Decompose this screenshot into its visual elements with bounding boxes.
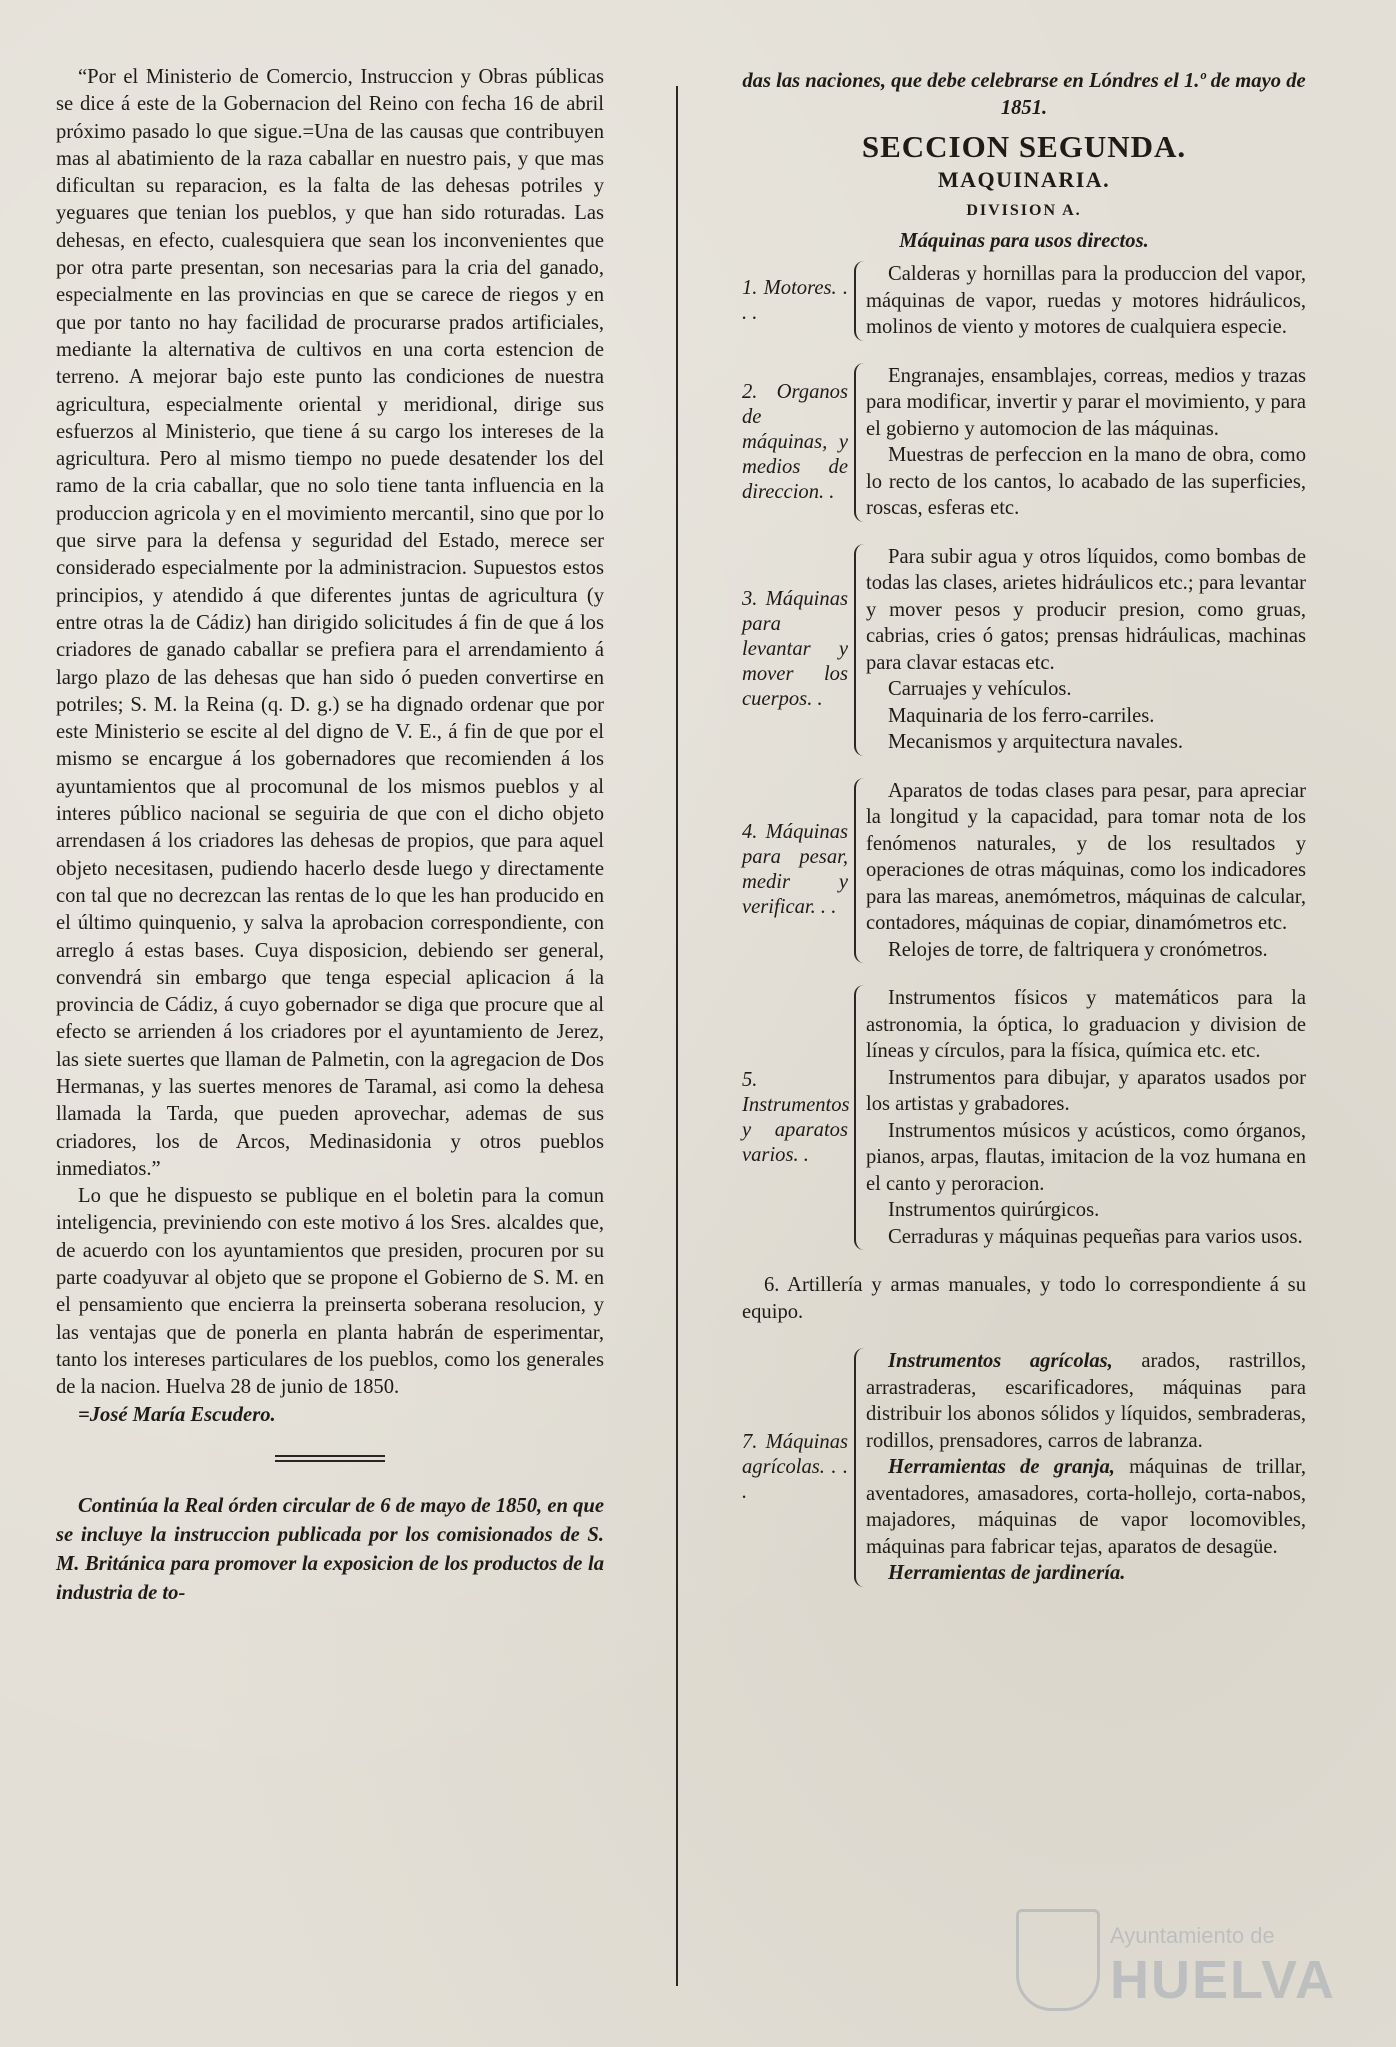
- continuation-heading: Continúa la Real órden circular de 6 de mayo de 1850, en que se incluye la instruccion publicada por los comisionados de S. M. Británica para promover la exposicion de los productos de la industria de to-: [56, 1494, 604, 1604]
- entry-item-text: máquinas de trillar, aventadores, amasadores, corta-hollejo, corta-nabos, majadores, máquinas de vapor locomovibles, máquinas para fabricar tejas, aparatos de desagüe.: [866, 1456, 1306, 1558]
- archive-watermark: [1016, 1901, 1336, 2011]
- watermark-text: [1110, 1923, 1336, 2011]
- entry-label: 3. Máquinas para levantar y mover los cuerpos. .: [742, 588, 848, 710]
- entry-levantar: [742, 544, 1306, 756]
- entry-item: Instrumentos físicos y matemáticos para la astronomia, la óptica, lo graduacion y division de líneas y círculos, para la física, química etc. etc.: [866, 987, 1306, 1062]
- entry-item-text: arados, rastrillos, arrastraderas, escarificadores, máquinas para distribuir los abonos sólidos y líquidos, sembraderas, rodillos, prensadores, carros de labranza.: [866, 1350, 1306, 1452]
- division-title: DIVISION A.: [966, 202, 1082, 219]
- entry-artilleria: 6. Artillería y armas manuales, y todo lo correspondiente á su equipo.: [742, 1274, 1306, 1323]
- column-divider: [676, 86, 678, 1986]
- entry-items: [854, 544, 1306, 756]
- right-column: [742, 68, 1306, 1609]
- entry-item: Engranajes, ensamblajes, correas, medios y trazas para modificar, invertir y parar el movimiento, y para el gobierno y automocion de las máquinas.: [866, 364, 1306, 440]
- entry-item-emphasis: Herramientas de granja,: [888, 1456, 1115, 1478]
- entry-item: [866, 1454, 1306, 1560]
- entry-item: Instrumentos quirúrgicos.: [888, 1199, 1100, 1221]
- entry-label: 5. Instrumentos y aparatos varios. .: [742, 1068, 850, 1166]
- entry-motores: [742, 261, 1306, 341]
- entry-label: 4. Máquinas para pesar, medir y verificar. . .: [742, 821, 848, 919]
- entry-item: Para subir agua y otros líquidos, como bombas de todas las clases, arietes hidráulicos etc.; para levantar y mover pesos y producir presion, como gruas, cabrias, cries ó gatos; prensas hidráulicas, machinas para clavar estacas etc.: [866, 545, 1306, 674]
- entry-item: Carruajes y vehículos.: [888, 678, 1072, 700]
- shield-icon: [1016, 1909, 1100, 2011]
- section-subtitle: MAQUINARIA.: [937, 167, 1111, 192]
- signature: =José María Escudero.: [78, 1403, 276, 1426]
- entry-items: [854, 363, 1306, 522]
- division-subtitle: Máquinas para usos directos.: [899, 230, 1149, 252]
- entry-item: Aparatos de todas clases para pesar, para apreciar la longitud y la capacidad, para tomar nota de los fenómenos naturales, y de los resultados y operaciones de otras máquinas, como los indicadores para las mareas, anemómetros, máquinas de calcular, contadores, máquinas de copiar, dinamómetros etc.: [866, 779, 1306, 934]
- watermark-line2: HUELVA: [1110, 1950, 1336, 2010]
- entry-items: [854, 261, 1306, 341]
- entry-item: Mecanismos y arquitectura navales.: [888, 731, 1184, 753]
- entry-agricolas: [742, 1348, 1306, 1587]
- section-divider-rule: [275, 1455, 385, 1462]
- left-column: [56, 64, 604, 1608]
- intro-continuation: das las naciones, que debe celebrarse en Lóndres el 1.º de mayo de 1851.: [742, 70, 1306, 119]
- entry-item: Muestras de perfeccion en la mano de obra, como lo recto de los cantos, lo acabado de las superficies, roscas, esferas etc.: [866, 444, 1306, 519]
- entry-items: [854, 778, 1306, 964]
- entry-instrumentos: [742, 985, 1306, 1250]
- ministerial-order-paragraph: “Por el Ministerio de Comercio, Instruccion y Obras públicas se dice á este de la Gobernacion del Reino con fecha 16 de abril próximo pasado lo que sigue.=Una de las causas que contribuyen mas al abatimiento de la raza caballar en nuestro pais, y que mas dificultan su reparacion, es la falta de las dehesas potriles y yeguares que tenian los pueblos, y que han sido roturadas. Las dehesas, en efecto, cualesquiera que sean los inconvenientes que por otra parte presentan, son necesarias para la cria del ganado, especialmente en las provincias en que se carece de riegos y en que por tanto no hay facilidad de procurarse prados artificiales, mediante la alternativa de cultivos en una corta estencion de terreno. A mejorar bajo este punto las condiciones de nuestra agricultura, especialmente oriental y meridional, dirige sus esfuerzos al Ministerio, que tiene á su cargo los intereses de la agricultura. Pero al mismo tiempo no puede desatender los del ramo de la cria caballar, que no solo tiene tanta influencia en la produccion agricola y en el movimiento mercantil, sino que por lo que sirve para la defensa y seguridad del Estado, merece ser considerado especialmente por la administracion. Supuestos estos principios, y atendido á que diferentes juntas de agricultura (y entre otras la de Cádiz) han dirigido solicitudes á fin de que á los criadores de ganado caballar se prefiera para el arrendamiento á largo plazo de las dehesas que han sido ó pueden convertirse en potriles; S. M. la Reina (q. D. g.) se ha dignado ordenar que por este Ministerio se escite al del digno de V. E., á fin de que por el mismo se encargue á los gobernadores que recomienden á los ayuntamientos que al procomunal de los mismos pueblos y al interes público nacional se seguiria de que con el dicho objeto arrendasen á los criadores las dehesas de propios, que para aquel objeto necesitasen, pudiendo hacerlo desde luego y directamente con tal que no decrezcan las rentas de lo que les han producido en el último quinquenio, y salva la aprobacion correspondiente, con arreglo á estas bases. Cuya disposicion, debiendo ser general, convendrá sin embargo que tenga especial aplicacion á la provincia de Cádiz, á cuyo gobernador se diga que procure que al efecto se arrienden á los criadores por el ayuntamiento de Jerez, las siete suertes que llaman de Palmetin, con la agregacion de Dos Hermanas, y las suertes menores de Taramal, asi como la dehesa llamada la Tarda, que pueden aprovechar, ademas de sus criadores, los de Arcos, Medinasidonia y otros pueblos inmediatos.”: [56, 66, 604, 1180]
- entry-item: Relojes de torre, de faltriquera y cronómetros.: [888, 938, 1268, 961]
- entry-item: [866, 1560, 1306, 1587]
- entry-item: Instrumentos para dibujar, y aparatos usados por los artistas y grabadores.: [866, 1066, 1306, 1115]
- entry-item: Maquinaria de los ferro-carriles.: [888, 704, 1155, 727]
- entry-items: [854, 1348, 1306, 1587]
- entry-items: [854, 985, 1306, 1250]
- entry-label: 7. Máquinas agrícolas. . . .: [742, 1430, 848, 1503]
- entry-item-emphasis: Herramientas de jardinería.: [888, 1562, 1126, 1584]
- entry-label: 1. Motores. . . .: [742, 276, 848, 324]
- section-title: SECCION SEGUNDA.: [861, 129, 1187, 164]
- entry-organos: [742, 363, 1306, 522]
- entry-item-emphasis: Instrumentos agrícolas,: [888, 1350, 1113, 1372]
- governor-paragraph: Lo que he dispuesto se publique en el boletin para la comun inteligencia, previniendo con este motivo á los Sres. alcaldes que, de acuerdo con los ayuntamientos que presiden, procuren por su parte coadyuvar al objeto que se propone el Gobierno de S. M. en el pensamiento que encierra la preinserta soberana resolucion, y las ventajas que de ponerla en planta habrán de esperimentar, tanto los intereses particulares de los pueblos, como los generales de la nacion. Huelva 28 de junio de 1850.: [56, 1185, 604, 1399]
- entry-item: [866, 1348, 1306, 1454]
- entry-item: Instrumentos músicos y acústicos, como órganos, pianos, arpas, flautas, imitacion de la voz humana en el canto y peroracion.: [866, 1119, 1306, 1195]
- entry-pesar: [742, 778, 1306, 964]
- entry-item: Calderas y hornillas para la produccion del vapor, máquinas de vapor, ruedas y motores hidráulicos, molinos de viento y motores de cualquiera especie.: [866, 263, 1306, 338]
- watermark-line1: Ayuntamiento de: [1110, 1923, 1275, 1948]
- entry-label: 2. Organos de máquinas, y medios de direccion. .: [742, 380, 848, 503]
- entry-item: Cerraduras y máquinas pequeñas para varios usos.: [888, 1225, 1303, 1248]
